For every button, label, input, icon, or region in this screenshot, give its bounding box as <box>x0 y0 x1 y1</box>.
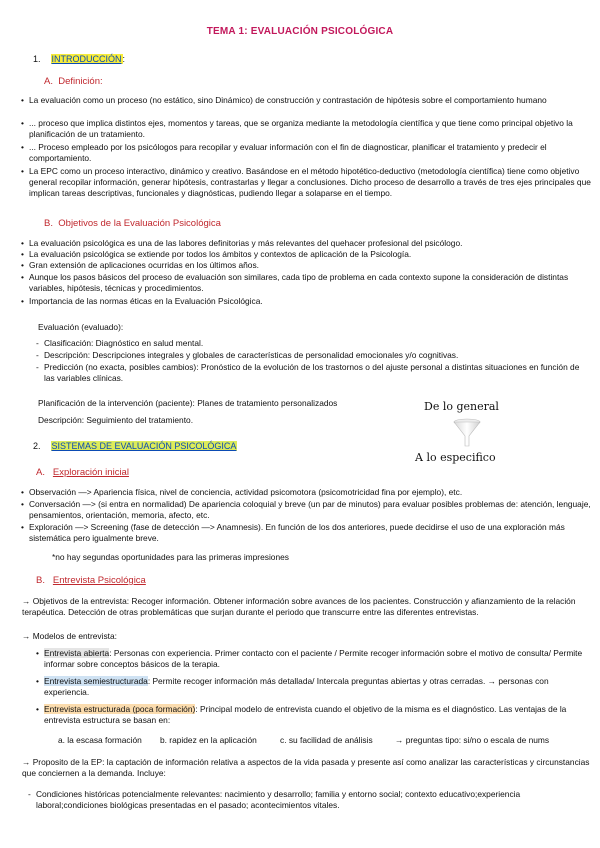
subsection-letter: A. <box>36 467 45 478</box>
ep-purpose: → Proposito de la EP: la captación de información relativa a aspectos de la vida pasada y presente así como analizar las características y circunstancias que conciernen a la demanda. Incluye: <box>22 757 590 778</box>
interview-model-item: • Entrevista estructurada (poca formación): Principal modelo de entrevista cuando el objetivo de la misma es el diagnóstico. Las ventajas de la entrevista estructura se basan en: <box>36 704 567 725</box>
exploration-text: Exploración —> Screening (fase de detección —> Anamnesis). En función de los dos anteriores, puede decidirse el uso de una exploración más sistemática pero igualmente breve. <box>29 522 565 543</box>
objective-item: • Gran extensión de aplicaciones ocurridas en los últimos años. <box>21 260 259 270</box>
section-colon: : <box>122 54 126 64</box>
objective-item: • La evaluación psicológica es una de las labores definitorias y más relevantes del quehacer profesional del psicólogo. <box>21 238 463 248</box>
model-name: Entrevista semiestructurada <box>44 676 148 686</box>
subsection-letter: B. <box>44 218 53 229</box>
ventaja-b: b. rapidez en la aplicación <box>160 735 257 745</box>
section-title: INTRODUCCIÓN <box>51 54 122 64</box>
model-name: Entrevista estructurada (poca formación) <box>44 704 196 714</box>
ventaja-a: a. la escasa formación <box>58 735 142 745</box>
interview-model-item: • Entrevista abierta: Personas con experiencia. Primer contacto con el paciente / Permite recoger información sobre el motivo de consulta/ Permite informar sobre conceptos básicos de la terapia. <box>36 648 583 669</box>
objective-text: La evaluación psicológica es una de las labores definitorias y más relevantes del quehacer profesional del psicólogo. <box>29 238 463 248</box>
evaluado-item: - Descripción: Descripciones integrales y globales de características de personalidad emocionales y/o cognitivas. <box>36 350 459 360</box>
definition-text: La evaluación como un proceso (no estático, sino Dinámico) de construcción y contrastación de hipótesis sobre el comportamiento humano <box>29 95 547 105</box>
definition-item: • La evaluación como un proceso (no estático, sino Dinámico) de construcción y contrastación de hipótesis sobre el comportamiento humano <box>21 95 547 105</box>
definition-item: • ... Proceso empleado por los psicólogos para recopilar y evaluar información con el fin de diagnosticar, planificar el tratamiento y predecir el comportamiento. <box>21 142 547 163</box>
evaluado-label: Evaluación (evaluado): <box>38 322 124 332</box>
exploration-item: • Observación —> Apariencia física, nivel de conciencia, actividad psicomotora (psicomotricidad fina por ejemplo), etc. <box>21 487 463 497</box>
evaluado-text: Clasificación: Diagnóstico en salud mental. <box>44 338 204 348</box>
model-name: Entrevista abierta <box>44 648 110 658</box>
ventaja-c: c. su facilidad de análisis <box>280 735 373 745</box>
historical-conditions: - Condiciones históricas potencialmente relevantes: nacimiento y desarrollo; familia y entorno social; contexto educativo;experiencia laboral;condiciones biológicas presentadas en el pasado; acontecimientos vitales. <box>28 789 521 810</box>
model-text: : Permite recoger información más detallada/ Intercala preguntas abiertas y otras cerradas. → personas con experiencia. <box>44 676 549 697</box>
model-text: : Personas con experiencia. Primer contacto con el paciente / Permite recoger información sobre el motivo de consulta/ Permite informar sobre conceptos básicos de la terapia. <box>44 648 583 669</box>
models-label: → Modelos de entrevista: <box>22 631 117 641</box>
funnel-icon <box>452 418 482 448</box>
subsection-label: Exploración inicial <box>52 467 129 478</box>
section-number: 1. <box>33 54 41 64</box>
evaluado-item: - Clasificación: Diagnóstico en salud mental. <box>36 338 204 348</box>
model-text: : Principal modelo de entrevista cuando el objetivo de la misma es el diagnóstico. Las ventajas de la entrevista estructura se basan en: <box>44 704 567 725</box>
descripcion-seguimiento: Descripción: Seguimiento del tratamiento. <box>38 415 194 425</box>
impression-note: *no hay segundas oportunidades para las primeras impresiones <box>52 552 289 562</box>
interview-model-item: • Entrevista semiestructurada: Permite recoger información más detallada/ Intercala preguntas abiertas y otras cerradas. → personas con experiencia. <box>36 676 549 697</box>
objective-item: • Aunque los pasos básicos del proceso de evaluación son similares, cada tipo de problema en cada contexto supone la consideración de distintas variables, hipótesis, técnicas y procedimientos. <box>21 272 569 293</box>
evaluado-item: - Predicción (no exacta, posibles cambios): Pronóstico de la evolución de los trastornos o del ajuste personal a distintas situaciones en función de las variables clínicas. <box>36 362 580 383</box>
definition-item: • La EPC como un proceso interactivo, dinámico y creativo. Basándose en el método hipotético-deductivo (metodología científica) tiene como objetivo general recopilar información, generar hipótesis, contrastarlas y llegar a conclusiones. Dicho proceso de desarrollo a través de tres ejes principales que implican tareas descriptivas, funcionales y diagnósticas, pudiendo llegar a solaparse en el tiempo. <box>21 166 591 198</box>
section-1-heading <box>33 54 125 64</box>
subsection-label: Definición: <box>58 76 103 87</box>
planificacion-text: Planificación de la intervención (paciente): Planes de tratamiento personalizados <box>38 398 338 408</box>
evaluado-text: Predicción (no exacta, posibles cambios): Pronóstico de la evolución de los trastornos o del ajuste personal a distintas situaciones en función de las variables clínicas. <box>44 362 580 383</box>
section-number: 2. <box>33 441 41 451</box>
page-title: TEMA 1: EVALUACIÓN PSICOLÓGICA <box>206 26 394 37</box>
objective-text: Aunque los pasos básicos del proceso de evaluación son similares, cada tipo de problema en cada contexto supone la consideración de distintas variables, hipótesis, técnicas y procedimientos. <box>29 272 569 293</box>
ventaja-d: → preguntas tipo: si/no o escala de nums <box>395 735 550 745</box>
subsection-label: Objetivos de la Evaluación Psicológica <box>58 218 221 229</box>
definition-text: La EPC como un proceso interactivo, dinámico y creativo. Basándose en el método hipotético-deductivo (metodología científica) tiene como objetivo general recopilar información, generar hipótesis, contrastarlas y llegar a conclusiones. Dicho proceso de desarrollo a través de tres ejes principales que implican tareas descriptivas, funcionales y diagnósticas, pudiendo llegar a solaparse en el tiempo. <box>29 166 591 198</box>
section-2-heading <box>33 441 237 451</box>
subsection-b2-heading <box>36 575 146 586</box>
funnel-bottom-label: A lo especifico <box>415 451 496 464</box>
definition-text: ... proceso que implica distintos ejes, momentos y tareas, que se organiza mediante la metodología científica y que tiene como principal objetivo la planificación de un tratamiento. <box>29 118 573 139</box>
objective-item: • Importancia de las normas éticas en la Evaluación Psicológica. <box>21 296 263 306</box>
subsection-a2-heading <box>36 467 129 478</box>
conditions-text: Condiciones históricas potencialmente relevantes: nacimiento y desarrollo; familia y entorno social; contexto educativo;experiencia laboral;condiciones biológicas presentadas en el pasado; acontecimientos vitales. <box>36 789 521 810</box>
subsection-b-heading <box>44 218 221 229</box>
evaluado-text: Descripción: Descripciones integrales y globales de características de personalidad emocionales y/o cognitivas. <box>44 350 459 360</box>
objective-text: Gran extensión de aplicaciones ocurridas en los últimos años. <box>29 260 259 270</box>
objective-text: Importancia de las normas éticas en la Evaluación Psicológica. <box>29 296 263 306</box>
exploration-text: Observación —> Apariencia física, nivel de conciencia, actividad psicomotora (psicomotricidad fina por ejemplo), etc. <box>29 487 463 497</box>
objective-item: • La evaluación psicológica se extiende por todos los ámbitos y contextos de aplicación de la Psicología. <box>21 249 412 259</box>
subsection-letter: B. <box>36 575 45 586</box>
subsection-label: Entrevista Psicológica <box>52 575 146 586</box>
definition-item: • ... proceso que implica distintos ejes, momentos y tareas, que se organiza mediante la metodología científica y que tiene como principal objetivo la planificación de un tratamiento. <box>21 118 573 139</box>
subsection-letter: A. <box>44 76 53 87</box>
exploration-text: Conversación —> (si entra en normalidad) De apariencia coloquial y breve (un par de minutos) para evaluar posibles problemas de: atención, lenguaje, pensamientos, orientación, memoria, afecto, etc. <box>29 499 591 520</box>
funnel-top-label: De lo general <box>424 400 499 413</box>
definition-text: ... Proceso empleado por los psicólogos para recopilar y evaluar información con el fin de diagnosticar, planificar el tratamiento y predecir el comportamiento. <box>29 142 547 163</box>
section-title: SISTEMAS DE EVALUACIÓN PSICOLÓGICA <box>51 441 237 451</box>
subsection-a-heading <box>44 76 103 87</box>
exploration-item: • Conversación —> (si entra en normalidad) De apariencia coloquial y breve (un par de minutos) para evaluar posibles problemas de: atención, lenguaje, pensamientos, orientación, memoria, afecto, etc. <box>21 499 591 520</box>
objective-text: La evaluación psicológica se extiende por todos los ámbitos y contextos de aplicación de la Psicología. <box>29 249 412 259</box>
exploration-item: • Exploración —> Screening (fase de detección —> Anamnesis). En función de los dos anteriores, puede decidirse el uso de una exploración más sistemática pero igualmente breve. <box>21 522 565 543</box>
interview-objectives: → Objetivos de la entrevista: Recoger información. Obtener información sobre avances de los pacientes. Construcción y afianzamiento de la relación terapéutica. Detección de otras problemáticas que surjan durante el periodo que transcurre entre las diferentes entrevistas. <box>22 596 576 617</box>
